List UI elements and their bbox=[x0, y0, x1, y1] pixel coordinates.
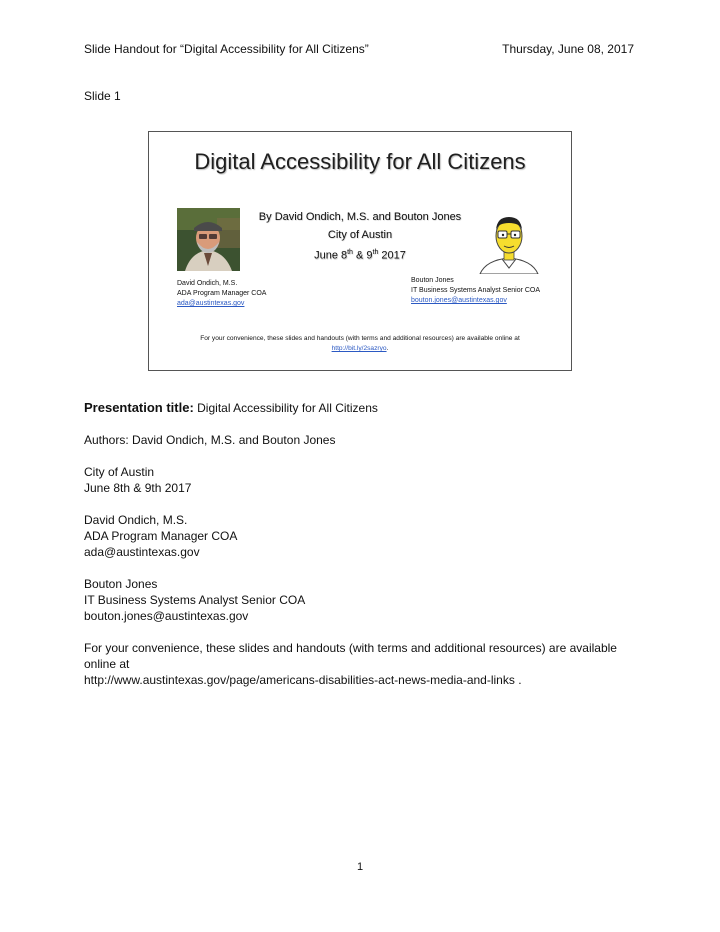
author-2-name: Bouton Jones bbox=[411, 277, 454, 284]
slide-thumbnail bbox=[148, 131, 572, 371]
author-1-role: ADA Program Manager COA bbox=[177, 290, 267, 297]
slide-label: Slide 1 bbox=[84, 89, 121, 103]
slide-author-1 bbox=[177, 279, 266, 309]
speaker-notes bbox=[84, 400, 644, 688]
author-2-role: IT Business Systems Analyst Senior COA bbox=[411, 287, 541, 294]
author-1-name: David Ondich, M.S. bbox=[177, 280, 238, 287]
author-2-role-line: IT Business Systems Analyst Senior COA bbox=[84, 593, 306, 607]
author-1-email-line: ada@austintexas.gov bbox=[84, 545, 200, 559]
author-cartoon bbox=[476, 212, 542, 274]
slide-date: June 8th & 9th 2017 bbox=[314, 249, 406, 262]
header-title: Slide Handout for “Digital Accessibility for All Citizens” bbox=[84, 42, 369, 56]
author-2-name-line: Bouton Jones bbox=[84, 577, 158, 591]
author-1-email-link[interactable]: ada@austintexas.gov bbox=[177, 300, 245, 307]
header-date: Thursday, June 08, 2017 bbox=[502, 42, 634, 56]
authors-line: Authors: David Ondich, M.S. and Bouton Jones bbox=[84, 433, 336, 447]
dates-line: June 8th & 9th 2017 bbox=[84, 481, 192, 495]
slide-author-2 bbox=[411, 276, 540, 306]
slide-title: Digital Accessibility for All Citizens bbox=[194, 149, 526, 174]
convenience-text: For your convenience, these slides and handouts (with terms and additional resources) are available online at bbox=[84, 641, 617, 671]
org-line: City of Austin bbox=[84, 465, 155, 479]
author-2-email-link[interactable]: bouton.jones@austintexas.gov bbox=[411, 297, 507, 304]
slide-footer-link-line: http://bit.ly/2sazryo. bbox=[331, 345, 389, 352]
presentation-title-value: Digital Accessibility for All Citizens bbox=[197, 401, 378, 415]
presentation-title-label: Presentation title: bbox=[84, 400, 194, 415]
slide-footer-link[interactable]: http://bit.ly/2sazryo bbox=[331, 345, 387, 352]
slide-footer-text: For your convenience, these slides and handouts (with terms and additional resources) are available online at bbox=[200, 335, 520, 342]
author-photo bbox=[177, 208, 240, 271]
slide-authors: By David Ondich, M.S. and Bouton Jones bbox=[258, 211, 462, 223]
slide-footer bbox=[149, 334, 571, 354]
author-1-name-line: David Ondich, M.S. bbox=[84, 513, 188, 527]
author-2-email-line: bouton.jones@austintexas.gov bbox=[84, 609, 249, 623]
presentation-title-line bbox=[84, 400, 644, 416]
convenience-url: http://www.austintexas.gov/page/americans-disabilities-act-news-media-and-links . bbox=[84, 673, 522, 687]
slide-org: City of Austin bbox=[327, 229, 393, 241]
author-1-role-line: ADA Program Manager COA bbox=[84, 529, 238, 543]
page-number: 1 bbox=[356, 861, 364, 873]
